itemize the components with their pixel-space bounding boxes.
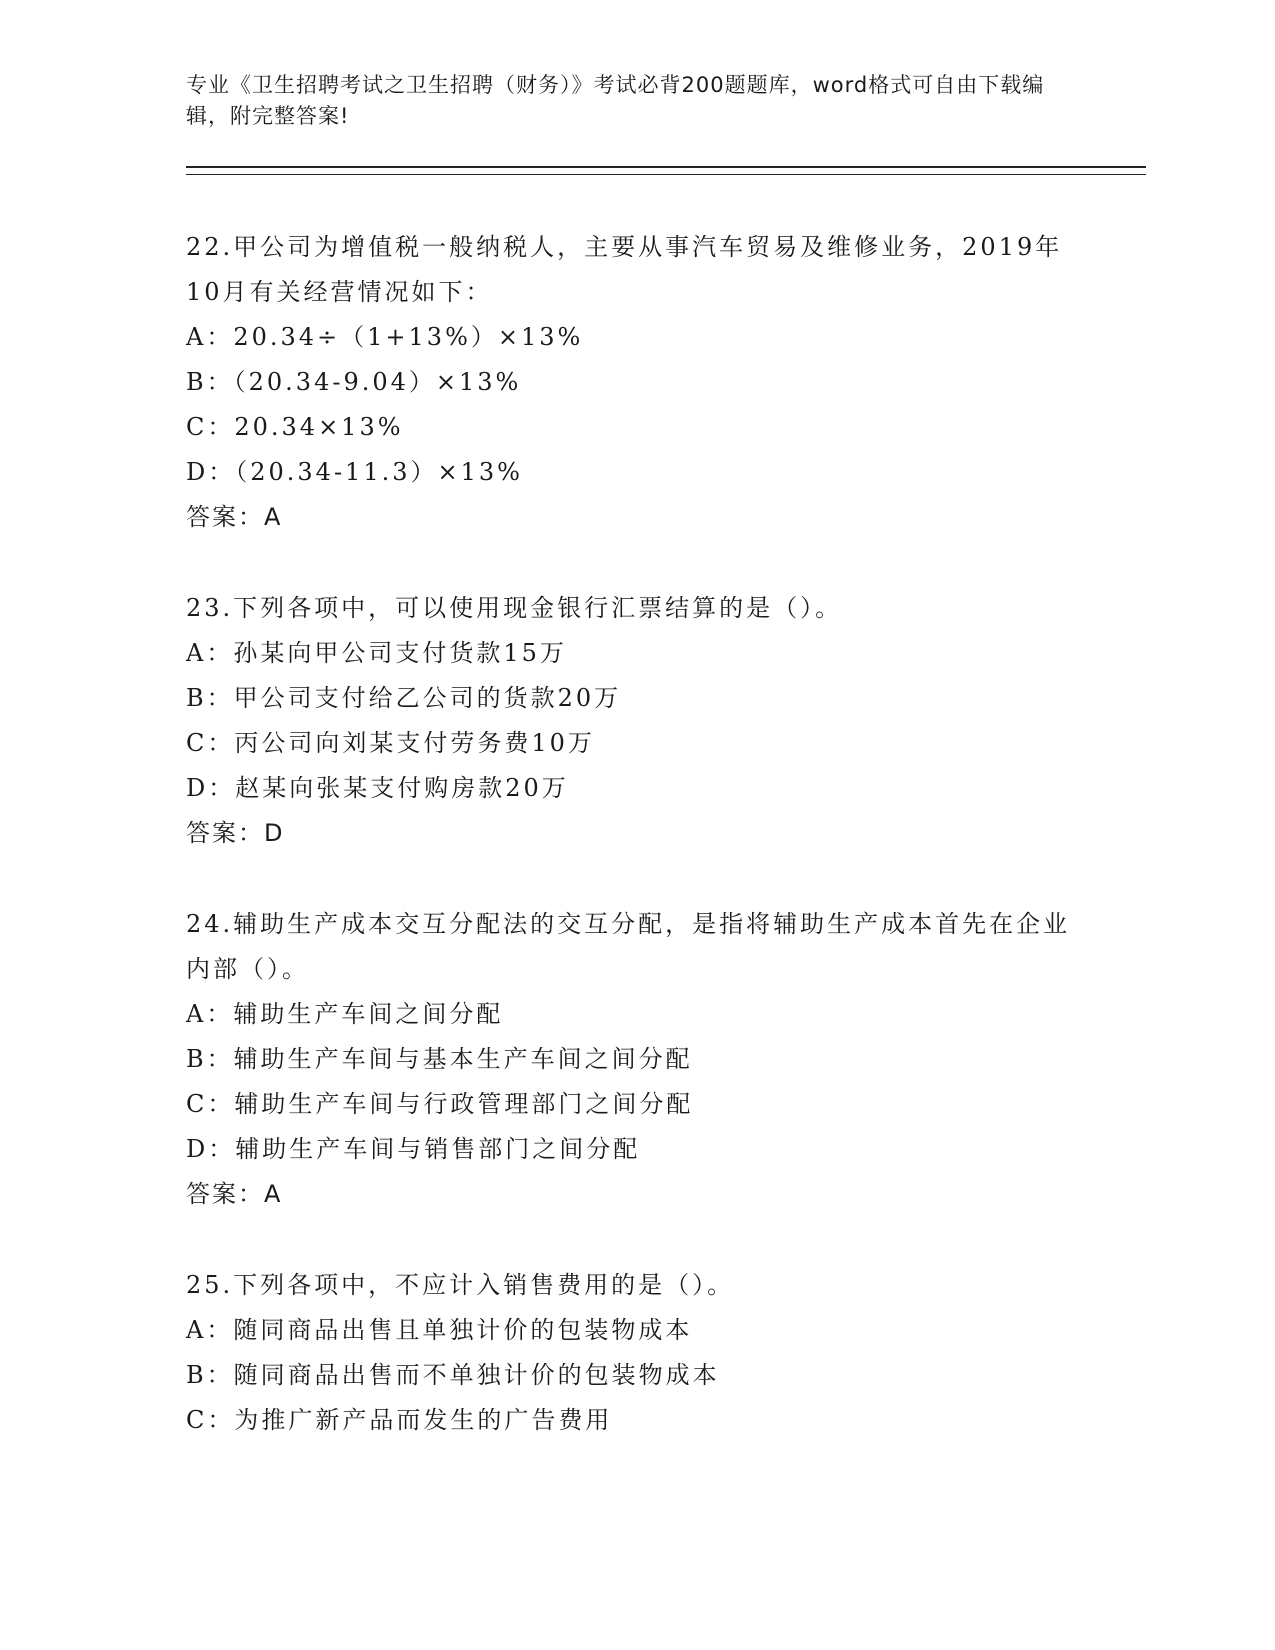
option-d: D：辅助生产车间与销售部门之间分配 <box>186 1135 641 1163</box>
question-list <box>186 225 1146 1443</box>
option-a: A：辅助生产车间之间分配 <box>186 1000 504 1028</box>
option-a: A：20.34÷（1+13%）×13% <box>186 323 584 351</box>
question-text: 25.下列各项中，不应计入销售费用的是（）。 <box>186 1271 735 1299</box>
question-22 <box>186 225 1146 540</box>
option-c: C：为推广新产品而发生的广告费用 <box>186 1406 613 1434</box>
option-c: C：辅助生产车间与行政管理部门之间分配 <box>186 1090 694 1118</box>
option-c: C：丙公司向刘某支付劳务费10万 <box>186 729 595 757</box>
option-b: B：（20.34-9.04）×13% <box>186 368 522 396</box>
question-25 <box>186 1263 1146 1443</box>
option-b: B：随同商品出售而不单独计价的包装物成本 <box>186 1361 720 1389</box>
question-24 <box>186 902 1146 1217</box>
option-a: A：随同商品出售且单独计价的包装物成本 <box>186 1316 693 1344</box>
option-b: B：甲公司支付给乙公司的货款20万 <box>186 684 622 712</box>
option-c: C：20.34×13% <box>186 413 404 441</box>
answer: 答案：A <box>186 1180 283 1208</box>
option-d: D：（20.34-11.3）×13% <box>186 458 523 486</box>
document-page <box>186 70 1146 1489</box>
option-b: B：辅助生产车间与基本生产车间之间分配 <box>186 1045 693 1073</box>
header-intro: 专业《卫生招聘考试之卫生招聘（财务）》考试必背200题题库，word格式可自由下载编辑，附完整答案! <box>186 73 1045 128</box>
question-23 <box>186 586 1146 856</box>
option-d: D：赵某向张某支付购房款20万 <box>186 774 569 802</box>
answer: 答案：A <box>186 503 283 531</box>
answer: 答案：D <box>186 819 285 847</box>
option-a: A：孙某向甲公司支付货款15万 <box>186 639 567 667</box>
question-text: 23.下列各项中，可以使用现金银行汇票结算的是（）。 <box>186 594 843 622</box>
question-text: 24.辅助生产成本交互分配法的交互分配，是指将辅助生产成本首先在企业内部（）。 <box>186 910 1071 983</box>
question-text: 22.甲公司为增值税一般纳税人，主要从事汽车贸易及维修业务，2019年10月有关经营情况如下： <box>186 233 1063 306</box>
header-divider <box>186 166 1146 175</box>
